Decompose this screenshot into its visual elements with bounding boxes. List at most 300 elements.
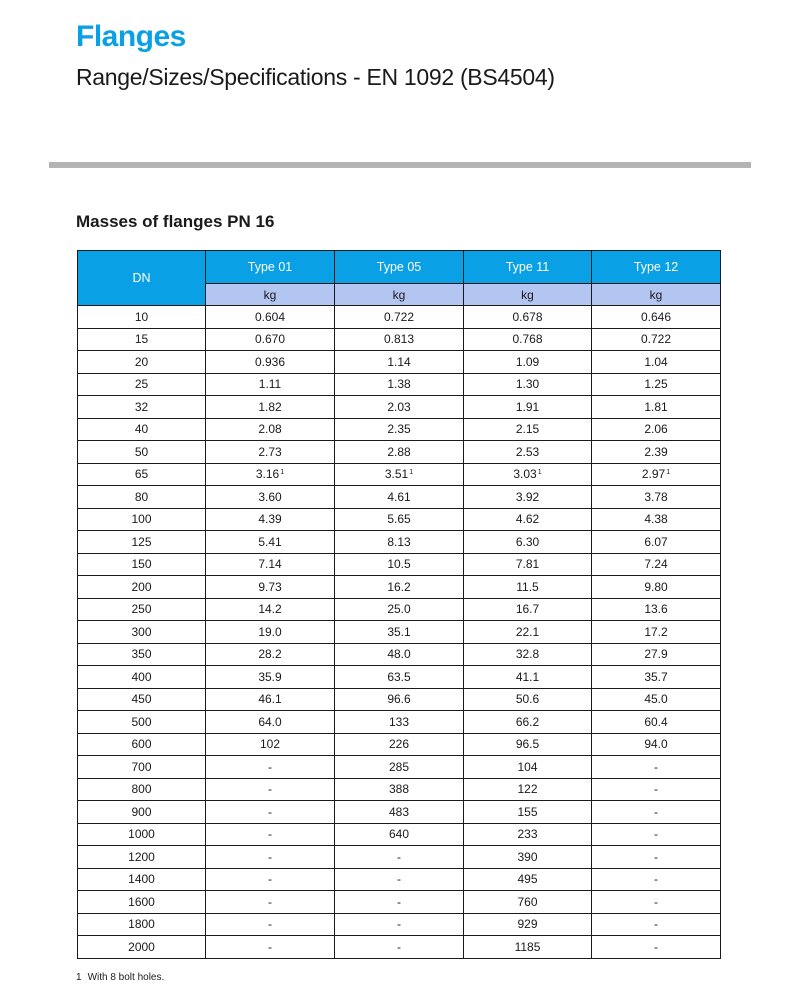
dn-cell (78, 576, 206, 599)
dn-cell (78, 756, 206, 779)
horizontal-divider (49, 162, 751, 168)
cell-value: 14.2 (258, 602, 282, 617)
mass-cell (206, 576, 335, 599)
cell-value: 390 (517, 849, 538, 864)
footnote (76, 972, 164, 983)
mass-cell (464, 868, 592, 891)
mass-cell (206, 756, 335, 779)
mass-cell (206, 598, 335, 621)
mass-cell (335, 553, 464, 576)
cell-value: 495 (517, 872, 538, 887)
mass-cell (206, 801, 335, 824)
table-row (78, 891, 721, 914)
cell-value: 2.39 (644, 444, 668, 459)
cell-value: 40 (134, 422, 149, 437)
cell-value: - (268, 872, 272, 887)
mass-cell (206, 666, 335, 689)
cell-value: 1400 (128, 872, 155, 887)
table-header-row (78, 251, 721, 284)
table-row (78, 598, 721, 621)
cell-value: 96.5 (515, 737, 540, 752)
unit-cell: kg (592, 284, 721, 306)
mass-cell (335, 486, 464, 509)
mass-cell (592, 328, 721, 351)
cell-value: 94.0 (644, 737, 668, 752)
cell-value: 929 (517, 917, 538, 932)
mass-cell (592, 486, 721, 509)
dn-cell (78, 531, 206, 554)
table-row (78, 621, 721, 644)
table-row (78, 846, 721, 869)
mass-cell (206, 891, 335, 914)
column-header-type-11: Type 11 (464, 251, 592, 284)
dn-cell (78, 801, 206, 824)
mass-cell (335, 463, 464, 486)
cell-value: 1.81 (644, 399, 668, 414)
cell-value: - (268, 759, 272, 774)
cell-value: 1.38 (387, 377, 411, 392)
cell-value: 600 (131, 737, 152, 752)
cell-value: 6.30 (515, 534, 540, 549)
unit-cell: kg (335, 284, 464, 306)
mass-cell (335, 891, 464, 914)
dn-cell (78, 621, 206, 644)
footnote-marker: 1 (666, 469, 671, 477)
mass-cell (592, 306, 721, 329)
table-row (78, 508, 721, 531)
unit-cell: kg (206, 284, 335, 306)
cell-value: 19.0 (258, 624, 282, 639)
cell-value: 2.03 (387, 399, 411, 414)
cell-value: 4.39 (258, 512, 282, 527)
cell-value: 50.6 (515, 692, 540, 707)
mass-cell (464, 351, 592, 374)
table-row (78, 441, 721, 464)
cell-value: 388 (388, 782, 410, 797)
cell-value: - (654, 782, 658, 797)
cell-value: 16.2 (387, 579, 411, 594)
mass-cell (335, 846, 464, 869)
mass-cell (464, 891, 592, 914)
cell-value: 1800 (128, 917, 155, 932)
dn-cell (78, 486, 206, 509)
mass-cell (592, 823, 721, 846)
cell-value: 1.82 (258, 399, 282, 414)
footnote-number: 1 (76, 972, 82, 983)
cell-value: 3.51 (384, 467, 409, 482)
mass-cell (592, 576, 721, 599)
mass-cell (592, 553, 721, 576)
mass-cell (592, 778, 721, 801)
table-row (78, 868, 721, 891)
table-row (78, 711, 721, 734)
mass-cell (592, 733, 721, 756)
cell-value: 2.15 (515, 422, 540, 437)
mass-cell (464, 823, 592, 846)
mass-cell (335, 576, 464, 599)
cell-value: 4.61 (387, 489, 411, 504)
cell-value: - (654, 872, 658, 887)
cell-value: 3.78 (644, 489, 668, 504)
mass-cell (335, 778, 464, 801)
cell-value: 760 (517, 894, 538, 909)
cell-value: 27.9 (644, 647, 668, 662)
cell-value: 64.0 (258, 714, 282, 729)
mass-cell (464, 598, 592, 621)
mass-cell (464, 643, 592, 666)
cell-value: 500 (131, 714, 152, 729)
mass-cell (206, 846, 335, 869)
mass-cell (464, 463, 592, 486)
mass-cell (464, 778, 592, 801)
cell-value: 48.0 (387, 647, 411, 662)
cell-value: 66.2 (515, 714, 540, 729)
mass-cell (206, 823, 335, 846)
cell-value: 300 (131, 624, 152, 639)
mass-cell (206, 463, 335, 486)
mass-cell (335, 711, 464, 734)
section-heading: Masses of flanges PN 16 (76, 212, 275, 231)
mass-cell (592, 868, 721, 891)
cell-value: 0.768 (512, 332, 543, 347)
mass-cell (335, 508, 464, 531)
mass-cell (335, 418, 464, 441)
mass-cell (464, 418, 592, 441)
cell-value: 1.09 (515, 354, 540, 369)
table-row (78, 643, 721, 666)
table-row (78, 733, 721, 756)
cell-value: 50 (134, 444, 149, 459)
cell-value: 7.81 (515, 557, 540, 572)
table-row (78, 756, 721, 779)
mass-cell (592, 441, 721, 464)
dn-cell (78, 778, 206, 801)
mass-cell (206, 913, 335, 936)
cell-value: - (654, 849, 658, 864)
mass-cell (206, 486, 335, 509)
mass-cell (464, 531, 592, 554)
mass-cell (464, 621, 592, 644)
cell-value: 35.9 (258, 669, 282, 684)
cell-value: 2.97 (641, 467, 666, 482)
dn-cell (78, 688, 206, 711)
cell-value: 2.73 (258, 444, 282, 459)
cell-value: 1200 (128, 849, 155, 864)
cell-value: 0.604 (254, 309, 286, 324)
mass-cell (592, 351, 721, 374)
cell-value: - (268, 894, 272, 909)
dn-cell (78, 733, 206, 756)
mass-cell (335, 643, 464, 666)
page-subtitle: Range/Sizes/Specifications - EN 1092 (BS4504) (76, 64, 555, 90)
mass-cell (335, 531, 464, 554)
cell-value: 155 (517, 804, 538, 819)
page-title: Flanges (76, 20, 186, 53)
dn-cell (78, 598, 206, 621)
column-header-type-01: Type 01 (206, 251, 335, 284)
dn-cell (78, 373, 206, 396)
dn-cell (78, 328, 206, 351)
cell-value: 25 (134, 377, 149, 392)
mass-cell (592, 666, 721, 689)
cell-value: 2000 (128, 939, 155, 954)
table-row (78, 553, 721, 576)
cell-value: 100 (131, 512, 152, 527)
mass-cell (592, 531, 721, 554)
cell-value: 7.24 (644, 557, 668, 572)
mass-cell (206, 351, 335, 374)
table-row (78, 778, 721, 801)
table-row (78, 666, 721, 689)
mass-cell (592, 508, 721, 531)
mass-cell (335, 598, 464, 621)
cell-value: 640 (388, 827, 410, 842)
column-header-type-12: Type 12 (592, 251, 721, 284)
mass-cell (335, 306, 464, 329)
cell-value: 3.03 (513, 467, 537, 482)
dn-cell (78, 846, 206, 869)
footnote-text: With 8 bolt holes. (87, 972, 165, 983)
mass-cell (464, 733, 592, 756)
table-row (78, 936, 721, 959)
cell-value: 1.14 (387, 354, 411, 369)
mass-cell (464, 508, 592, 531)
cell-value: - (654, 827, 658, 842)
mass-cell (592, 418, 721, 441)
mass-cell (464, 553, 592, 576)
cell-value: - (268, 939, 272, 954)
cell-value: - (268, 827, 272, 842)
table-row (78, 306, 721, 329)
cell-value: 7.14 (258, 557, 282, 572)
mass-cell (464, 441, 592, 464)
cell-value: 8.13 (387, 534, 411, 549)
cell-value: 400 (131, 669, 152, 684)
mass-cell (206, 778, 335, 801)
dn-cell (78, 441, 206, 464)
mass-cell (464, 328, 592, 351)
mass-cell (592, 936, 721, 959)
mass-cell (335, 733, 464, 756)
cell-value: 1185 (514, 939, 541, 954)
unit-cell: kg (464, 284, 592, 306)
cell-value: 700 (131, 759, 152, 774)
cell-value: 1.11 (258, 377, 282, 392)
mass-cell (335, 913, 464, 936)
cell-value: 450 (131, 692, 152, 707)
mass-cell (464, 486, 592, 509)
cell-value: 45.0 (644, 692, 668, 707)
cell-value: 4.38 (644, 512, 668, 527)
mass-cell (335, 936, 464, 959)
cell-value: 6.07 (644, 534, 668, 549)
cell-value: 96.6 (387, 692, 411, 707)
cell-value: 1.30 (515, 377, 540, 392)
dn-cell (78, 351, 206, 374)
mass-cell (206, 396, 335, 419)
dn-cell (78, 306, 206, 329)
dn-cell (78, 823, 206, 846)
mass-cell (592, 756, 721, 779)
mass-cell (464, 801, 592, 824)
cell-value: 1000 (128, 827, 155, 842)
cell-value: 200 (131, 579, 152, 594)
cell-value: 15 (134, 332, 149, 347)
column-header-type-05: Type 05 (335, 251, 464, 284)
dn-cell (78, 868, 206, 891)
cell-value: - (397, 872, 401, 887)
dn-cell (78, 913, 206, 936)
mass-cell (592, 643, 721, 666)
cell-value: 32 (134, 399, 149, 414)
table-row (78, 531, 721, 554)
table-row (78, 913, 721, 936)
mass-cell (335, 801, 464, 824)
mass-cell (592, 711, 721, 734)
table-row (78, 486, 721, 509)
mass-cell (335, 351, 464, 374)
mass-cell (206, 531, 335, 554)
cell-value: 800 (131, 782, 152, 797)
table-row (78, 396, 721, 419)
mass-cell (206, 328, 335, 351)
cell-value: 5.65 (387, 512, 411, 527)
dn-cell (78, 666, 206, 689)
cell-value: 133 (388, 714, 410, 729)
mass-cell (206, 711, 335, 734)
mass-cell (592, 913, 721, 936)
cell-value: 250 (131, 602, 152, 617)
mass-cell (335, 373, 464, 396)
mass-cell (592, 396, 721, 419)
mass-cell (464, 373, 592, 396)
cell-value: 0.722 (383, 309, 415, 324)
mass-cell (206, 441, 335, 464)
cell-value: - (268, 917, 272, 932)
cell-value: 2.08 (258, 422, 282, 437)
mass-cell (464, 688, 592, 711)
cell-value: - (397, 939, 401, 954)
mass-cell (335, 621, 464, 644)
dn-cell (78, 643, 206, 666)
dn-cell (78, 418, 206, 441)
table-row (78, 801, 721, 824)
cell-value: 10 (134, 309, 149, 324)
table-row (78, 463, 721, 486)
flange-mass-table (77, 250, 721, 959)
table-row (78, 328, 721, 351)
mass-cell (206, 643, 335, 666)
cell-value: 13.6 (644, 602, 668, 617)
cell-value: 32.8 (515, 647, 540, 662)
mass-cell (464, 913, 592, 936)
cell-value: 9.80 (644, 579, 668, 594)
cell-value: 3.16 (255, 467, 280, 482)
cell-value: 65 (134, 467, 149, 482)
dn-cell (78, 553, 206, 576)
cell-value: 16.7 (515, 602, 540, 617)
table-row (78, 418, 721, 441)
cell-value: 350 (131, 647, 152, 662)
cell-value: 3.60 (258, 489, 282, 504)
mass-cell (592, 621, 721, 644)
mass-cell (592, 801, 721, 824)
cell-value: 4.62 (515, 512, 540, 527)
cell-value: 35.1 (387, 624, 411, 639)
cell-value: - (654, 894, 658, 909)
cell-value: 233 (517, 827, 538, 842)
cell-value: 9.73 (258, 579, 282, 594)
cell-value: 2.35 (387, 422, 411, 437)
cell-value: 285 (388, 759, 410, 774)
mass-cell (592, 688, 721, 711)
table-row (78, 688, 721, 711)
cell-value: - (654, 917, 658, 932)
cell-value: 2.53 (515, 444, 540, 459)
mass-cell (206, 688, 335, 711)
cell-value: 22.1 (515, 624, 540, 639)
footnote-marker: 1 (409, 469, 414, 477)
mass-cell (335, 868, 464, 891)
cell-value: - (654, 759, 658, 774)
dn-cell (78, 508, 206, 531)
cell-value: 2.06 (644, 422, 668, 437)
cell-value: - (268, 849, 272, 864)
cell-value: - (268, 782, 272, 797)
cell-value: 102 (259, 737, 281, 752)
table-body (78, 306, 721, 959)
cell-value: 63.5 (387, 669, 411, 684)
cell-value: - (397, 894, 401, 909)
cell-value: 122 (517, 782, 538, 797)
mass-cell (464, 306, 592, 329)
mass-cell (206, 418, 335, 441)
cell-value: 41.1 (515, 669, 540, 684)
dn-cell (78, 891, 206, 914)
table-row (78, 373, 721, 396)
cell-value: 25.0 (387, 602, 411, 617)
footnote-marker: 1 (537, 469, 542, 477)
mass-cell (335, 688, 464, 711)
cell-value: 0.646 (640, 309, 672, 324)
dn-cell (78, 396, 206, 419)
cell-value: - (397, 849, 401, 864)
mass-cell (206, 553, 335, 576)
mass-cell (592, 846, 721, 869)
mass-cell (335, 823, 464, 846)
mass-cell (592, 891, 721, 914)
mass-cell (464, 936, 592, 959)
mass-cell (335, 396, 464, 419)
mass-cell (335, 328, 464, 351)
table-row (78, 576, 721, 599)
mass-cell (464, 846, 592, 869)
column-header-dn: DN (78, 251, 206, 306)
mass-cell (206, 621, 335, 644)
cell-value: - (268, 804, 272, 819)
mass-cell (592, 373, 721, 396)
mass-cell (206, 306, 335, 329)
table-row (78, 351, 721, 374)
cell-value: 125 (131, 534, 152, 549)
cell-value: 35.7 (644, 669, 668, 684)
mass-cell (464, 711, 592, 734)
footnote-marker: 1 (280, 469, 285, 477)
mass-cell (206, 733, 335, 756)
cell-value: - (397, 917, 401, 932)
cell-value: 28.2 (258, 647, 282, 662)
cell-value: 900 (131, 804, 152, 819)
